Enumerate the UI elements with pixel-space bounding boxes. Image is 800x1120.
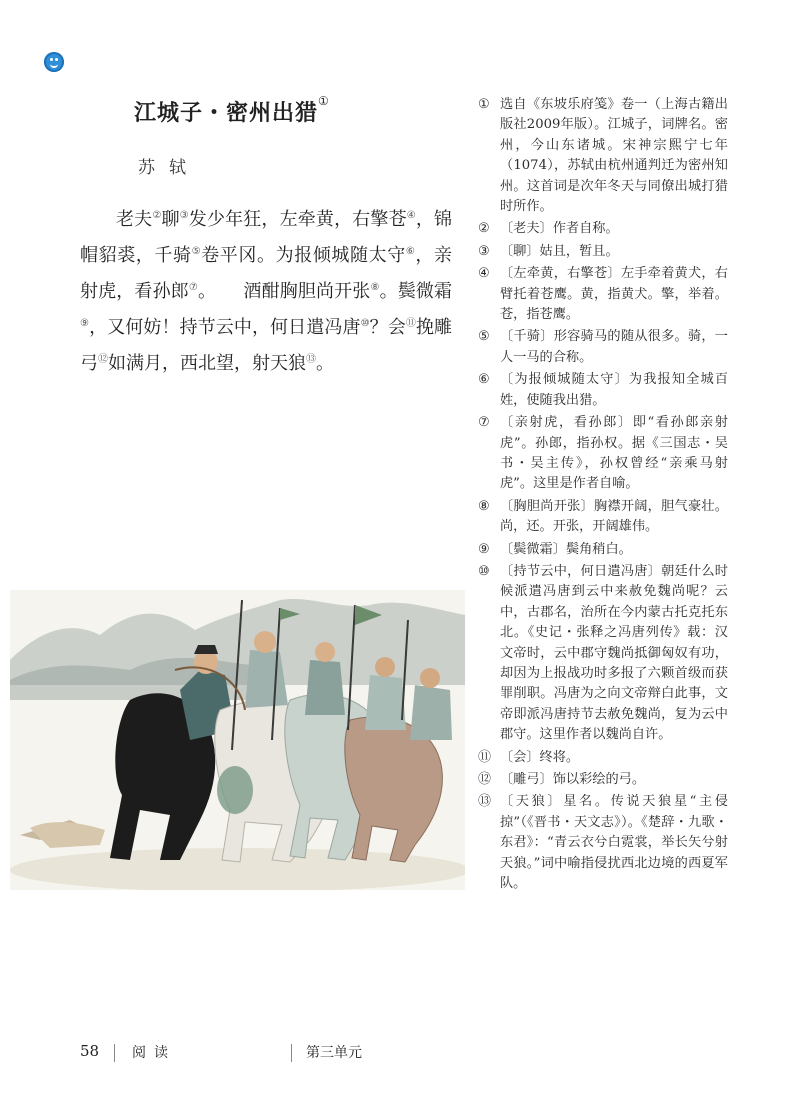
page-footer xyxy=(0,1042,800,1072)
footnote-text: 〔鬓微霜〕鬓角稍白。 xyxy=(500,541,632,557)
poem-author: 苏轼 xyxy=(138,158,200,178)
footnote-number: ⑫ xyxy=(478,772,492,787)
footnote-number: ⑬ xyxy=(478,794,492,810)
footnote-item xyxy=(478,748,728,768)
footnote-marker: ⑨ xyxy=(80,318,90,329)
footnote-text: 〔千骑〕形容骑马的随从很多。骑，一人一马的合称。 xyxy=(500,329,728,365)
footnote-text: 〔天狼〕星名。传说天狼星“主侵掠”（《晋书・天文志》）。《楚辞・九歌・东君》：“青云衣兮白霓裳，举长矢兮射天狼。”词中喻指侵扰西北边境的西夏军队。 xyxy=(500,794,728,892)
footnote-marker: ⑧ xyxy=(370,282,380,293)
footnote-marker: ⑥ xyxy=(405,246,416,257)
footnote-item xyxy=(478,792,728,894)
poem-text: 卷平冈。为报倾城随太守 xyxy=(201,245,406,266)
poem-text: 。 xyxy=(316,353,334,374)
footnote-text: 〔亲射虎，看孙郎〕即“看孙郎亲射虎”。孙郎，指孙权。据《三国志・吴书・吴主传》，孙权曾经“亲乘马射虎”。这里是作者自喻。 xyxy=(500,415,728,492)
footnote-text: 〔老夫〕作者自称。 xyxy=(500,221,619,237)
footnote-marker: ④ xyxy=(406,210,416,221)
footnote-item xyxy=(478,370,728,411)
hunting-illustration xyxy=(10,590,465,890)
poem-text: 如满月，西北望，射天狼 xyxy=(108,353,306,374)
footnote-text: 选自《东坡乐府笺》卷一（上海古籍出版社2009年版）。江城子，词牌名。密州，今山东诸城。宋神宗熙宁七年（1074），苏轼由杭州通判迁为密州知州。这首词是次年冬天与同僚出城打猎时所作。 xyxy=(500,97,728,215)
footnote-number: ② xyxy=(478,221,490,237)
poem-text: 。鬓微霜 xyxy=(379,281,453,302)
footnote-text: 〔左牵黄，右擎苍〕左手牵着黄犬，右臂托着苍鹰。黄，指黄犬。擎，举着。苍，指苍鹰。 xyxy=(500,266,728,323)
section-label: 阅读 xyxy=(132,1045,176,1061)
footnote-item xyxy=(478,540,728,560)
footnote-item xyxy=(478,413,728,495)
footnote-number: ⑥ xyxy=(478,372,490,388)
footnote-item xyxy=(478,562,728,746)
page-number: 58 xyxy=(80,1042,100,1060)
footnote-item xyxy=(478,95,728,217)
poem-text: ？会 xyxy=(369,317,406,338)
footnote-number: ⑩ xyxy=(478,563,490,579)
poem-text: 聊 xyxy=(161,209,180,230)
footnote-marker: ② xyxy=(152,210,162,221)
footer-divider xyxy=(291,1044,292,1062)
footnote-number: ⑪ xyxy=(478,749,492,765)
footnote-number: ④ xyxy=(478,266,490,282)
unit-label: 第三单元 xyxy=(306,1045,362,1061)
footnote-marker: ⑪ xyxy=(405,318,416,329)
poem-body xyxy=(80,200,452,380)
footnote-number: ⑧ xyxy=(478,498,490,514)
footnote-item xyxy=(478,242,728,262)
poem-text: 。 酒酣胸胆尚开张 xyxy=(198,281,371,302)
footnote-number: ③ xyxy=(478,243,490,259)
poem-text: 挽雕弓 xyxy=(80,317,453,374)
poem-text: 老夫 xyxy=(116,209,153,230)
footnote-text: 〔聊〕姑且，暂且。 xyxy=(500,243,619,259)
footnote-number: ⑤ xyxy=(478,329,490,345)
footnote-marker: ⑩ xyxy=(360,318,370,329)
footnote-text: 〔雕弓〕饰以彩绘的弓。 xyxy=(500,772,646,787)
footnote-marker: ③ xyxy=(179,210,189,221)
footnote-text: 〔为报倾城随太守〕为我报知全城百姓，使随我出猎。 xyxy=(500,372,728,408)
footnote-item xyxy=(478,770,728,790)
footnote-number: ① xyxy=(478,97,490,112)
footnote-text: 〔胸胆尚开张〕胸襟开阔，胆气豪壮。尚，还。开张，开阔雄伟。 xyxy=(500,498,728,535)
footnote-number: ⑦ xyxy=(478,415,490,431)
poem-text: ，亲射虎，看孙郎 xyxy=(80,245,453,302)
footnote-item xyxy=(478,219,728,239)
footnote-text: 〔会〕终将。 xyxy=(500,749,580,765)
footnote-marker: ⑫ xyxy=(98,354,108,365)
footnote-item xyxy=(478,264,728,325)
footnote-number: ⑨ xyxy=(478,541,490,557)
title-footnote-marker: ① xyxy=(318,94,330,108)
poem-text: 发少年狂，左牵黄，右擎苍 xyxy=(188,209,407,230)
poem-title: 江城子・密州出猎① xyxy=(134,94,330,126)
footnote-item xyxy=(478,327,728,368)
footer-divider xyxy=(114,1044,115,1062)
footnote-marker: ⑦ xyxy=(188,282,198,293)
footnotes xyxy=(478,95,728,896)
footnote-marker: ⑤ xyxy=(191,246,202,257)
poem-text: ，又何妨！持节云中，何日遣冯唐 xyxy=(89,317,361,338)
smiley-icon xyxy=(44,52,64,72)
footnote-marker: ⑬ xyxy=(306,354,316,365)
footnote-text: 〔持节云中，何日遣冯唐〕朝廷什么时候派遣冯唐到云中来赦免魏尚呢？云中，古郡名，治所在今内蒙古托克托东北。《史记・张释之冯唐列传》载：汉文帝时，云中郡守魏尚抵御匈奴有功，却因为上报战功时多报了六颗首级而获罪削职。冯唐为之向文帝辩白此事，文帝即派冯唐持节去赦免魏尚，复为云中郡守。这里作者以魏尚自许。 xyxy=(500,563,728,743)
footnote-item xyxy=(478,497,728,538)
poem-text: ，锦帽貂裘，千骑 xyxy=(80,209,453,266)
